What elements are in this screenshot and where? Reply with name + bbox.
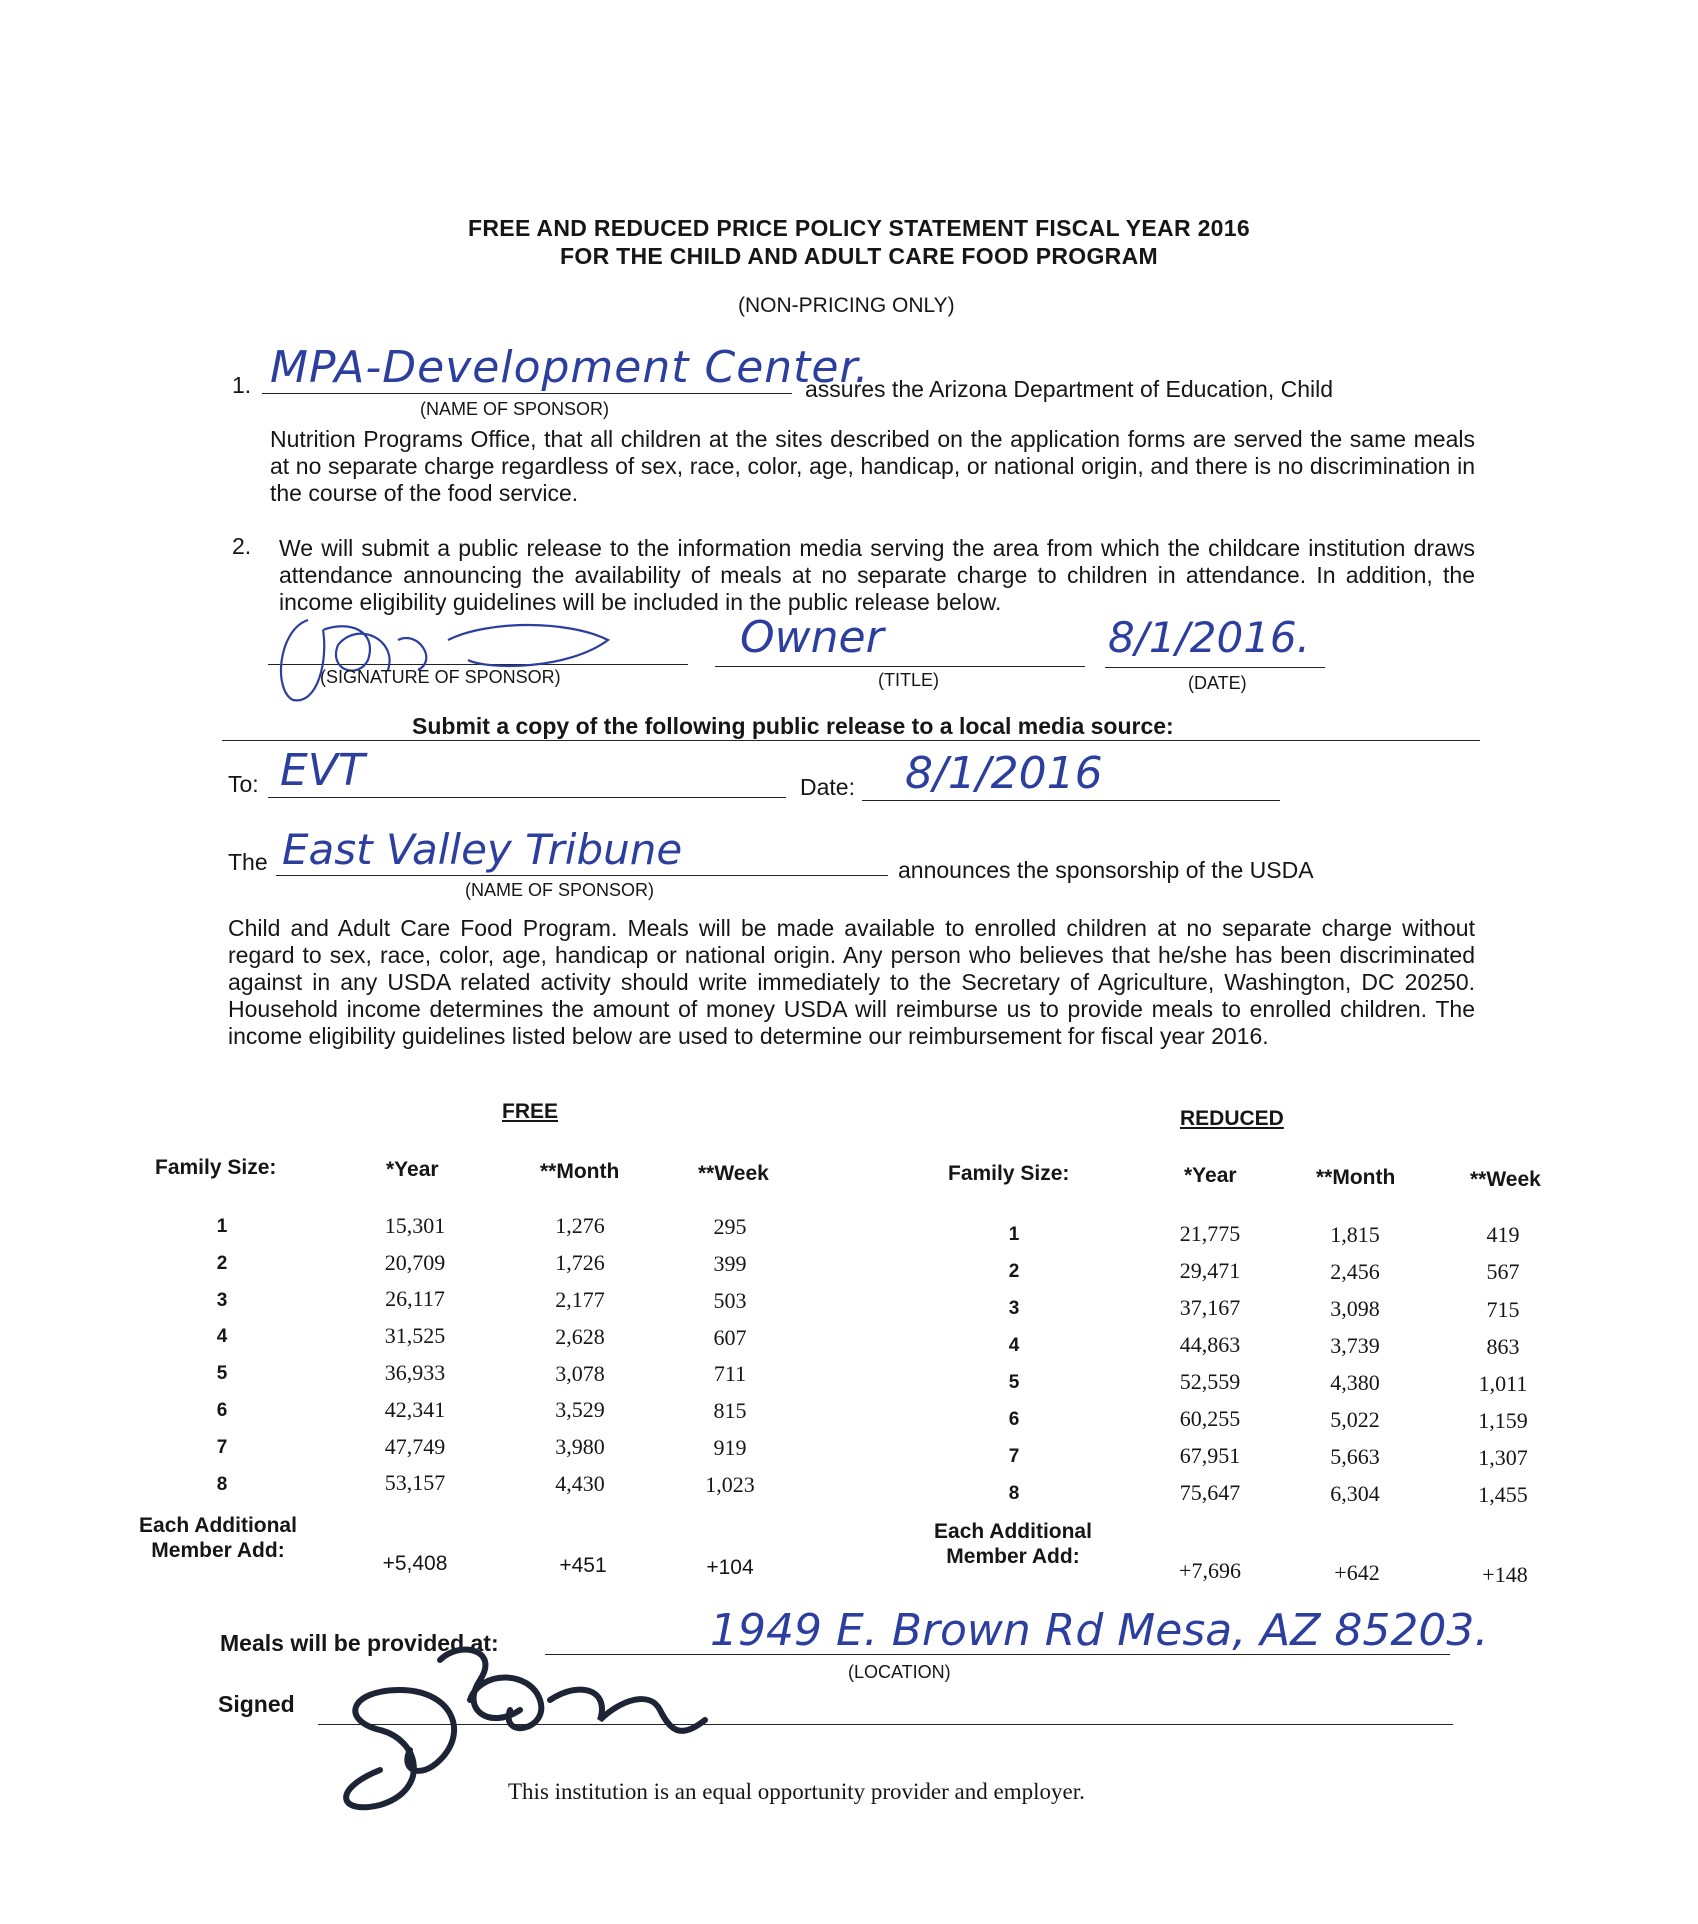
reduced-cell-year: 67,951 [1179, 1443, 1241, 1469]
reduced-cell-week: 715 [1486, 1296, 1520, 1322]
release-date-line [862, 800, 1280, 801]
to-handwritten: EVT [280, 745, 365, 796]
reduced-cell-week: 1,307 [1478, 1444, 1528, 1470]
free-cell-year: 26,117 [385, 1286, 445, 1312]
free-cell-month: 3,078 [555, 1360, 605, 1386]
equal-opportunity-statement: This institution is an equal opportunity provider and employer. [508, 1779, 1085, 1804]
document-title-line1: FREE AND REDUCED PRICE POLICY STATEMENT FISCAL YEAR 2016 [468, 215, 1250, 241]
reduced-col-week: **Week [1470, 1168, 1541, 1191]
reduced-cell-family-size: 4 [1008, 1335, 1020, 1357]
reduced-cell-year: 37,167 [1179, 1294, 1241, 1320]
free-cell-family-size: 2 [216, 1252, 228, 1274]
free-col-month: **Month [540, 1160, 620, 1183]
reduced-cell-month: 5,663 [1330, 1443, 1380, 1469]
free-cell-family-size: 5 [216, 1363, 228, 1385]
reduced-cell-month: 2,456 [1330, 1258, 1380, 1284]
free-cell-month: 1,726 [555, 1250, 605, 1276]
free-cell-month: 2,628 [555, 1323, 605, 1349]
free-cell-week: 295 [713, 1214, 747, 1240]
reduced-cell-year: 60,255 [1179, 1406, 1241, 1432]
title-line [715, 666, 1085, 667]
free-cell-month: 2,177 [555, 1287, 605, 1312]
free-col-family-size: Family Size: [155, 1156, 277, 1179]
release-body: Child and Adult Care Food Program. Meals will be made available to enrolled children at no separate charge without regard to sex, race, color, age, handicap or national origin. Any person who believes that he/she has been discriminated against in any USDA related activity should write immediately to the Secretary of Agriculture, Washington, DC 20250. Household income determines the amount of money USDA will reimburse us to provide meals to enrolled children. The income eligibility guidelines listed below are used to determine our reimbursement for fiscal year 2016. [228, 915, 1475, 1049]
location-caption: (LOCATION) [848, 1662, 951, 1682]
reduced-cell-family-size: 8 [1008, 1483, 1020, 1505]
reduced-cell-week: 863 [1486, 1333, 1520, 1359]
reduced-cell-family-size: 6 [1008, 1409, 1020, 1431]
reduced-cell-family-size: 3 [1008, 1298, 1020, 1320]
reduced-cell-family-size: 1 [1008, 1224, 1020, 1245]
reduced-cell-year: 75,647 [1179, 1480, 1241, 1506]
document-title-line2: FOR THE CHILD AND ADULT CARE FOOD PROGRAM [560, 243, 1158, 269]
free-cell-year: 20,709 [384, 1249, 446, 1275]
free-cell-family-size: 1 [216, 1216, 228, 1237]
date-handwritten: 8/1/2016. [1108, 613, 1310, 662]
reduced-cell-week: 1,011 [1478, 1370, 1528, 1396]
sponsor-name-caption: (NAME OF SPONSOR) [420, 399, 610, 419]
reduced-cell-month: 1,815 [1330, 1221, 1380, 1247]
reduced-additional-year: +7,696 [1179, 1558, 1241, 1583]
sponsor-name-handwritten: MPA-Development Center. [270, 342, 870, 393]
free-cell-week: 711 [713, 1361, 747, 1387]
reduced-cell-year: 44,863 [1179, 1331, 1241, 1357]
to-line [268, 797, 786, 798]
document-subtitle: (NON-PRICING ONLY) [738, 294, 955, 317]
title-handwritten: Owner [740, 612, 884, 663]
free-cell-year: 15,301 [384, 1212, 446, 1238]
release-heading: Submit a copy of the following public release to a local media source: [412, 713, 1174, 739]
reduced-cell-week: 567 [1486, 1259, 1520, 1285]
date-line [1105, 667, 1325, 668]
reduced-additional-month: +642 [1334, 1560, 1380, 1585]
free-cell-month: 3,980 [555, 1434, 605, 1460]
reduced-cell-year: 29,471 [1179, 1257, 1241, 1283]
reduced-col-family-size: Family Size: [948, 1162, 1070, 1185]
sponsor-name-line [262, 393, 792, 394]
free-cell-week: 399 [713, 1250, 747, 1276]
signed-label: Signed [218, 1691, 295, 1717]
free-cell-family-size: 7 [216, 1436, 228, 1458]
reduced-cell-month: 3,098 [1330, 1295, 1380, 1321]
free-cell-week: 1,023 [705, 1471, 755, 1497]
reduced-cell-year: 52,559 [1179, 1369, 1241, 1394]
free-cell-year: 42,341 [384, 1396, 446, 1422]
free-cell-month: 3,529 [555, 1397, 605, 1423]
location-handwritten: 1949 E. Brown Rd Mesa, AZ 85203. [710, 1605, 1489, 1656]
free-cell-family-size: 6 [216, 1400, 228, 1421]
reduced-cell-week: 419 [1486, 1222, 1520, 1248]
media-name-handwritten: East Valley Tribune [282, 825, 683, 874]
date-caption: (DATE) [1188, 673, 1247, 693]
free-col-week: **Week [698, 1162, 769, 1185]
to-label: To: [228, 771, 259, 797]
reduced-cell-month: 3,739 [1330, 1332, 1380, 1358]
free-additional-month: +451 [559, 1554, 607, 1577]
reduced-col-month: **Month [1316, 1166, 1396, 1189]
section1-number: 1. [232, 372, 252, 398]
section2-number: 2. [232, 533, 252, 559]
assures-text: assures the Arizona Department of Education, Child [805, 376, 1334, 402]
reduced-cell-month: 4,380 [1330, 1369, 1380, 1395]
the-label: The [228, 849, 268, 875]
free-cell-year: 36,933 [384, 1359, 446, 1385]
free-cell-family-size: 8 [216, 1473, 228, 1495]
free-cell-year: 31,525 [384, 1323, 446, 1349]
reduced-additional-label: Each Additional Member Add: [934, 1520, 1092, 1568]
section2-body: We will submit a public release to the information media serving the area from which the childcare institution draws attendance announcing the availability of meals at no separate charge to children in attendance. In addition, the income eligibility guidelines will be included in the public release below. [279, 535, 1475, 615]
free-col-year: *Year [386, 1158, 439, 1181]
signature-caption: (SIGNATURE OF SPONSOR) [320, 667, 561, 687]
free-additional-year: +5,408 [382, 1552, 448, 1575]
free-cell-year: 53,157 [384, 1470, 446, 1496]
reduced-cell-week: 1,159 [1478, 1407, 1528, 1433]
reduced-table-heading: REDUCED [1180, 1107, 1284, 1130]
media-line [276, 875, 888, 876]
free-cell-month: 4,430 [555, 1471, 605, 1496]
release-heading-rule [222, 740, 1480, 741]
reduced-cell-family-size: 5 [1008, 1372, 1020, 1394]
free-cell-year: 47,749 [384, 1433, 446, 1459]
reduced-cell-family-size: 2 [1008, 1261, 1020, 1283]
free-cell-family-size: 3 [216, 1289, 228, 1311]
announces-text: announces the sponsorship of the USDA [898, 857, 1314, 883]
free-cell-month: 1,276 [555, 1213, 605, 1239]
media-name-caption: (NAME OF SPONSOR) [465, 880, 655, 900]
reduced-cell-year: 21,775 [1179, 1220, 1241, 1246]
section1-body: Nutrition Programs Office, that all children at the sites described on the application forms are served the same meals at no separate charge regardless of sex, race, color, age, handicap, or national origin, and there is no discrimination in the course of the food service. [270, 426, 1475, 506]
reduced-cell-month: 6,304 [1330, 1480, 1380, 1506]
reduced-cell-month: 5,022 [1330, 1406, 1380, 1432]
sponsor-signature [268, 600, 628, 710]
title-caption: (TITLE) [878, 670, 939, 690]
free-table-heading: FREE [502, 1100, 559, 1123]
release-date-handwritten: 8/1/2016 [905, 748, 1103, 799]
reduced-cell-family-size: 7 [1008, 1446, 1020, 1468]
free-additional-week: +104 [706, 1556, 754, 1579]
free-cell-week: 503 [713, 1287, 747, 1313]
free-additional-label: Each Additional Member Add: [139, 1514, 297, 1562]
reduced-additional-week: +148 [1482, 1562, 1528, 1587]
reduced-col-year: *Year [1184, 1164, 1237, 1187]
free-cell-week: 607 [713, 1324, 747, 1350]
meals-provided-label: Meals will be provided at: [220, 1630, 499, 1656]
free-cell-family-size: 4 [216, 1326, 228, 1348]
free-cell-week: 815 [713, 1398, 747, 1424]
reduced-cell-week: 1,455 [1478, 1481, 1528, 1507]
release-date-label: Date: [800, 774, 855, 800]
free-cell-week: 919 [713, 1434, 747, 1460]
